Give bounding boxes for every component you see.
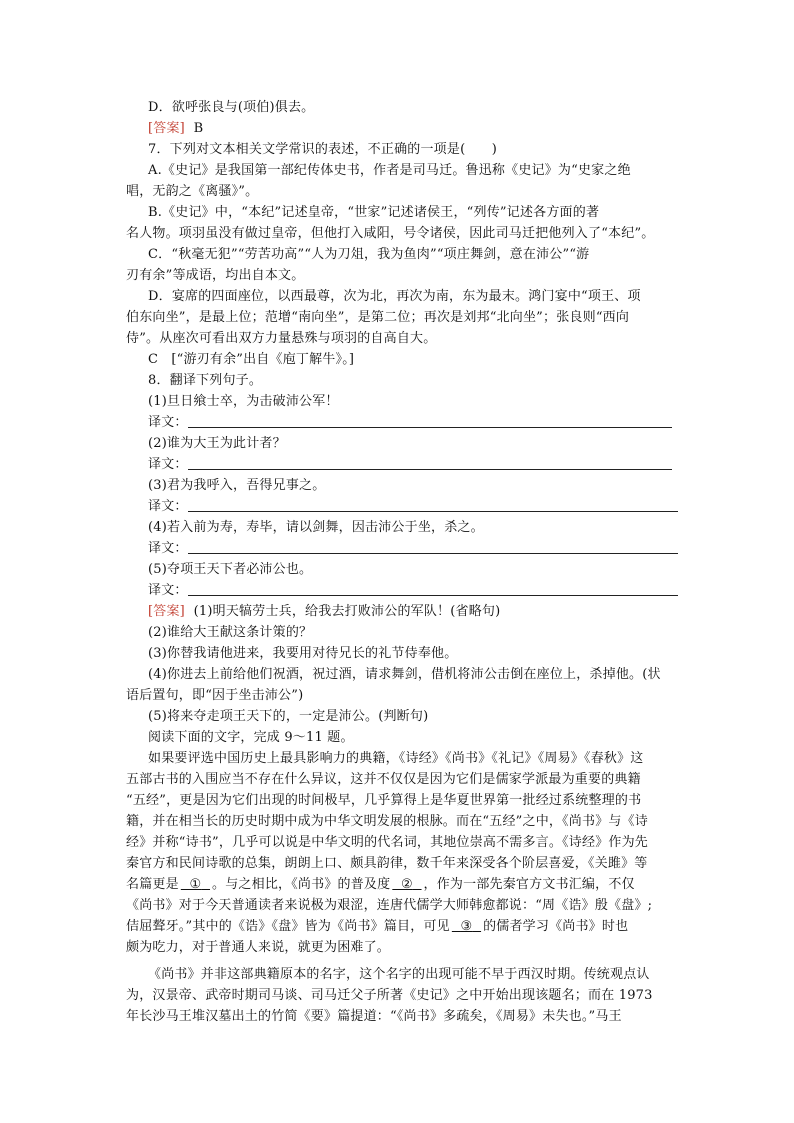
answer-text: (1)明天犒劳士兵，给我去打败沛公的军队！(省略句) [193,604,501,619]
passage-p1-line7 [126,874,678,896]
passage-p1-line5: 经》并称“诗书”，几乎可以说是中华文明的代名词，其地位崇高不需多言。《诗经》作为先 [126,835,648,850]
passage-p1-line2: 五部古书的入围应当不存在什么异议，这并不仅仅是因为它们是儒家学派最为重要的典籍 [126,772,641,787]
q8-answer-3: (3)你替我请他进来，我要用对待兄长的礼节侍奉他。 [148,646,458,661]
translation-label: 译文： [148,583,188,598]
q8-sentence-3: (3)君为我呼入，吾得兄事之。 [148,478,326,493]
q8-translation-4 [148,538,678,560]
passage-p1-line6: 秦官方和民间诗歌的总集，朗朗上口、颇具韵律，数千年来深受各个阶层喜爱，《关雎》等 [126,856,648,871]
translation-label: 译文： [148,415,188,430]
answer-blank[interactable] [188,510,678,512]
q8-stem: 8．翻译下列句子。 [148,373,263,388]
answer-tag: [答案] [148,604,185,619]
q8-translation-2 [148,454,678,476]
q8-translation-3 [148,496,678,518]
fill-blank-3[interactable] [450,919,483,934]
passage-p1-line4: 籍，并在相当长的历史时期中成为中华文明发展的根脉。而在“五经”之中，《尚书》与《诗 [126,814,648,829]
q7-option-b-line2: 名人物。项羽虽没有做过皇帝，但他打入咸阳，号令诸侯，因此司马迁把他列入了“本纪”。 [126,226,655,241]
passage-p1-line8: 《尚书》对于今天普通读者来说极为艰涩，连唐代儒学大师韩愈都说：“周《诰》殷《盘》; [126,898,653,913]
passage-intro: 阅读下面的文字，完成 9～11 题。 [148,730,354,745]
text-segment: 佶屈聱牙。”其中的《诰》《盘》皆为《尚书》篇目，可见 [126,919,450,934]
fill-blank-2[interactable] [390,877,423,892]
q8-answer-4-line2: 语后置句，即“因于坐击沛公”) [126,688,304,703]
q7-answer: C [“游刃有余”出自《庖丁解牛》。] [148,352,355,367]
answer-tag: [答案] [148,121,185,136]
q8-sentence-4: (4)若入前为寿，寿毕，请以剑舞，因击沛公于坐，杀之。 [148,520,484,535]
text-segment: 。与之相比，《尚书》的普及度 [212,877,391,892]
answer-blank[interactable] [188,552,678,554]
answer-blank[interactable] [188,426,672,428]
passage-p1-line1: 如果要评选中国历史上最具影响力的典籍，《诗经》《尚书》《礼记》《周易》《春秋》这 [148,751,644,766]
q7-option-c-line1: C．“秋毫无犯”“劳苦功高”“人为刀俎，我为鱼肉”“项庄舞剑，意在沛公”“游 [148,247,590,262]
blank-number: ② [401,877,413,892]
q8-answer-2: (2)谁给大王献这条计策的？ [148,625,313,640]
q6-option-d: D．欲呼张良与(项伯)俱去。 [148,100,315,115]
answer-blank[interactable] [188,594,678,596]
q7-stem: 7．下列对文本相关文学常识的表述，不正确的一项是( ) [148,142,498,157]
answer-blank[interactable] [188,468,672,470]
q8-translation-1 [148,412,678,434]
passage-p1-line9 [126,916,678,938]
text-segment: 名篇更是 [126,877,179,892]
text-segment: ，作为一部先秦官方文书汇编，不仅 [423,877,635,892]
q7-option-d-line3: 侍”。从座次可看出双方力量悬殊与项羽的自高自大。 [126,331,437,346]
passage-p2-line3: 年长沙马王堆汉墓出土的竹简《要》篇提道：“《尚书》多疏矣，《周易》未失也。”马王 [126,1009,622,1024]
blank-number: ③ [460,919,473,934]
blank-number: ① [189,877,202,892]
q8-answer-1 [148,601,678,623]
passage-p2-line1: 《尚书》并非这部典籍原本的名字，这个名字的出现可能不早于西汉时期。传统观点认 [148,967,650,982]
translation-label: 译文： [148,541,188,556]
passage-p1-line3: “五经”，更是因为它们出现的时间极早，几乎算得上是华夏世界第一批经过系统整理的书 [126,793,642,808]
q7-option-d-line1: D．宴席的四面座位，以西最尊，次为北，再次为南，东为最末。鸿门宴中“项王、项 [148,289,641,304]
fill-blank-1[interactable] [179,877,212,892]
q8-answer-4-line1: (4)你进去上前给他们祝酒，祝过酒，请求舞剑，借机将沛公击倒在座位上，杀掉他。(状 [148,667,661,682]
q7-option-a-line2: 唱，无韵之《离骚》”。 [126,184,259,199]
q7-option-b-line1: B.《史记》中，“本纪”记述皇帝，“世家”记述诸侯王，“列传”记述各方面的著 [148,205,600,220]
q8-sentence-1: (1)旦日飨士卒，为击破沛公军！ [148,394,339,409]
passage-p1-line10: 颇为吃力，对于普通人来说，就更为困难了。 [126,940,391,955]
passage-p2-line2: 为，汉景帝、武帝时期司马谈、司马迁父子所著《史记》之中开始出现该题名；而在 1973 [126,988,653,1003]
q8-sentence-5: (5)夺项王天下者必沛公也。 [148,562,313,577]
translation-label: 译文： [148,499,188,514]
q7-option-d-line2: 伯东向坐”，是最上位；范增“南向坐”，是第二位；再次是刘邦“北向坐”；张良则“西向 [126,310,630,325]
translation-label: 译文： [148,457,188,472]
q8-answer-5: (5)将来夺走项王天下的，一定是沛公。(判断句) [148,709,429,724]
text-segment: 的儒者学习《尚书》时也 [483,919,629,934]
q7-option-a-line1: A.《史记》是我国第一部纪传体史书，作者是司马迁。鲁迅称《史记》为“史家之绝 [148,163,631,178]
q7-option-c-line2: 刃有余”等成语，均出自本文。 [126,268,305,283]
q8-sentence-2: (2)谁为大王为此计者？ [148,436,286,451]
answer-value: B [193,121,204,136]
q6-answer [148,118,678,140]
q8-translation-5 [148,580,678,602]
